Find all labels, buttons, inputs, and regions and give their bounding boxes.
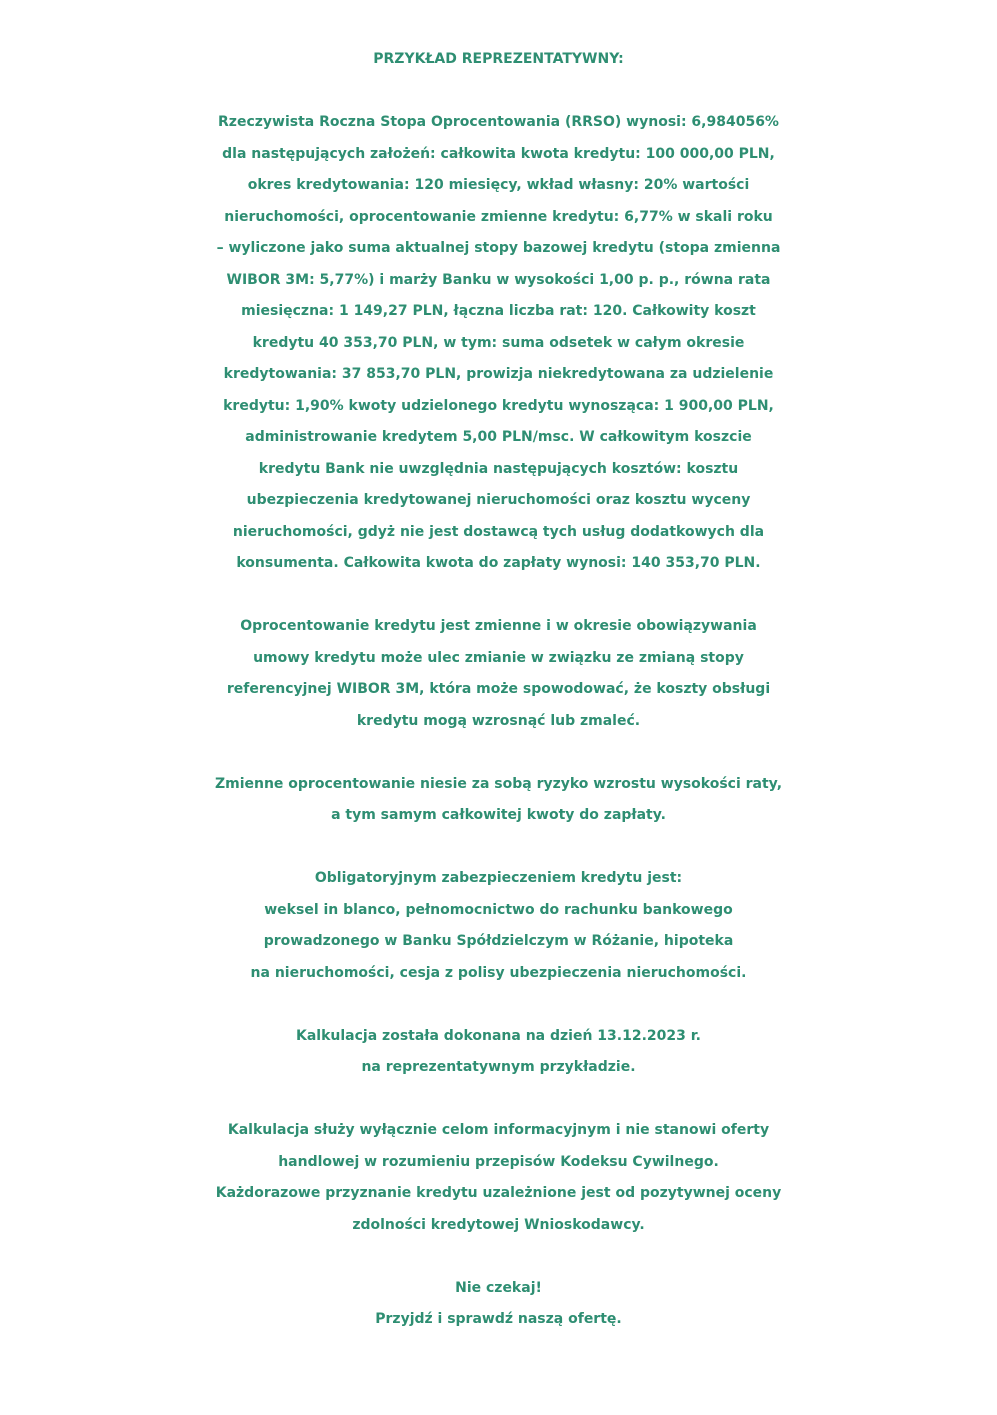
paragraph-line: umowy kredytu może ulec zmianie w związku ze zmianą stopy <box>253 649 744 666</box>
paragraph-line: Obligatoryjnym zabezpieczeniem kredytu jest: <box>314 870 683 886</box>
paragraph-line: nieruchomości, oprocentowanie zmienne kredytu: 6,77% w skali roku <box>224 208 773 225</box>
paragraph-line: Przyjdź i sprawdź naszą ofertę. <box>375 1311 622 1327</box>
spacer <box>0 737 997 769</box>
paragraph-line: kredytu: 1,90% kwoty udzielonego kredytu wynosząca: 1 900,00 PLN, <box>223 397 774 414</box>
disclaimer-paragraph <box>0 1115 997 1241</box>
risk-paragraph <box>0 769 997 832</box>
paragraph-line: kredytu 40 353,70 PLN, w tym: suma odsetek w całym okresie <box>252 334 745 351</box>
spacer <box>0 1084 997 1116</box>
heading-block <box>0 44 997 76</box>
spacer <box>0 580 997 612</box>
call-to-action <box>0 1273 997 1336</box>
variable-rate-paragraph <box>0 611 997 737</box>
paragraph-line: Oprocentowanie kredytu jest zmienne i w okresie obowiązywania <box>240 618 757 634</box>
paragraph-line: Każdorazowe przyznanie kredytu uzależnione jest od pozytywnej oceny <box>215 1185 782 1201</box>
paragraph-line: prowadzonego w Banku Spółdzielczym w Różanie, hipoteka <box>263 933 734 949</box>
paragraph-line: kredytowania: 37 853,70 PLN, prowizja niekredytowana za udzielenie <box>223 366 774 382</box>
paragraph-line: nieruchomości, gdyż nie jest dostawcą tych usług dodatkowych dla <box>232 523 765 540</box>
paragraph-line: konsumenta. Całkowita kwota do zapłaty wynosi: 140 353,70 PLN. <box>236 555 761 571</box>
paragraph-line: referencyjnej WIBOR 3M, która może spowodować, że koszty obsługi <box>226 681 771 697</box>
paragraph-line: Nie czekaj! <box>455 1279 542 1296</box>
paragraph-line: ubezpieczenia kredytowanej nieruchomości oraz kosztu wyceny <box>246 492 751 508</box>
paragraph-line: administrowanie kredytem 5,00 PLN/msc. W całkowitym koszcie <box>245 429 752 445</box>
spacer <box>0 76 997 108</box>
paragraph-line: miesięczna: 1 149,27 PLN, łączna liczba rat: 120. Całkowity koszt <box>241 303 756 319</box>
paragraph-line: Zmienne oprocentowanie niesie za sobą ryzyko wzrostu wysokości raty, <box>214 775 783 792</box>
paragraph-line: handlowej w rozumieniu przepisów Kodeksu Cywilnego. <box>278 1153 719 1170</box>
paragraph-line: Kalkulacja została dokonana na dzień 13.12.2023 r. <box>296 1027 701 1044</box>
paragraph-line: a tym samym całkowitej kwoty do zapłaty. <box>331 807 666 823</box>
paragraph-line: kredytu mogą wzrosnąć lub zmaleć. <box>356 712 641 729</box>
collateral-paragraph <box>0 863 997 989</box>
rrso-paragraph <box>0 107 997 580</box>
paragraph-line: Rzeczywista Roczna Stopa Oprocentowania (RRSO) wynosi: 6,984056% <box>218 114 779 130</box>
paragraph-line: Kalkulacja służy wyłącznie celom informacyjnym i nie stanowi oferty <box>227 1122 770 1138</box>
spacer <box>0 1241 997 1273</box>
paragraph-line: dla następujących założeń: całkowita kwota kredytu: 100 000,00 PLN, <box>222 145 775 162</box>
heading: PRZYKŁAD REPREZENTATYWNY: <box>373 51 624 67</box>
paragraph-line: na nieruchomości, cesja z polisy ubezpieczenia nieruchomości. <box>250 964 747 981</box>
paragraph-line: na reprezentatywnym przykładzie. <box>361 1059 636 1075</box>
paragraph-line: weksel in blanco, pełnomocnictwo do rachunku bankowego <box>264 901 733 918</box>
paragraph-line: okres kredytowania: 120 miesięcy, wkład własny: 20% wartości <box>247 177 750 193</box>
calculation-date-paragraph <box>0 1021 997 1084</box>
paragraph-line: – wyliczone jako suma aktualnej stopy bazowej kredytu (stopa zmienna <box>216 240 781 256</box>
spacer <box>0 989 997 1021</box>
paragraph-line: kredytu Bank nie uwzględnia następujących kosztów: kosztu <box>258 460 739 477</box>
spacer <box>0 832 997 864</box>
paragraph-line: zdolności kredytowej Wnioskodawcy. <box>352 1216 645 1233</box>
paragraph-line: WIBOR 3M: 5,77%) i marży Banku w wysokości 1,00 p. p., równa rata <box>226 271 771 288</box>
